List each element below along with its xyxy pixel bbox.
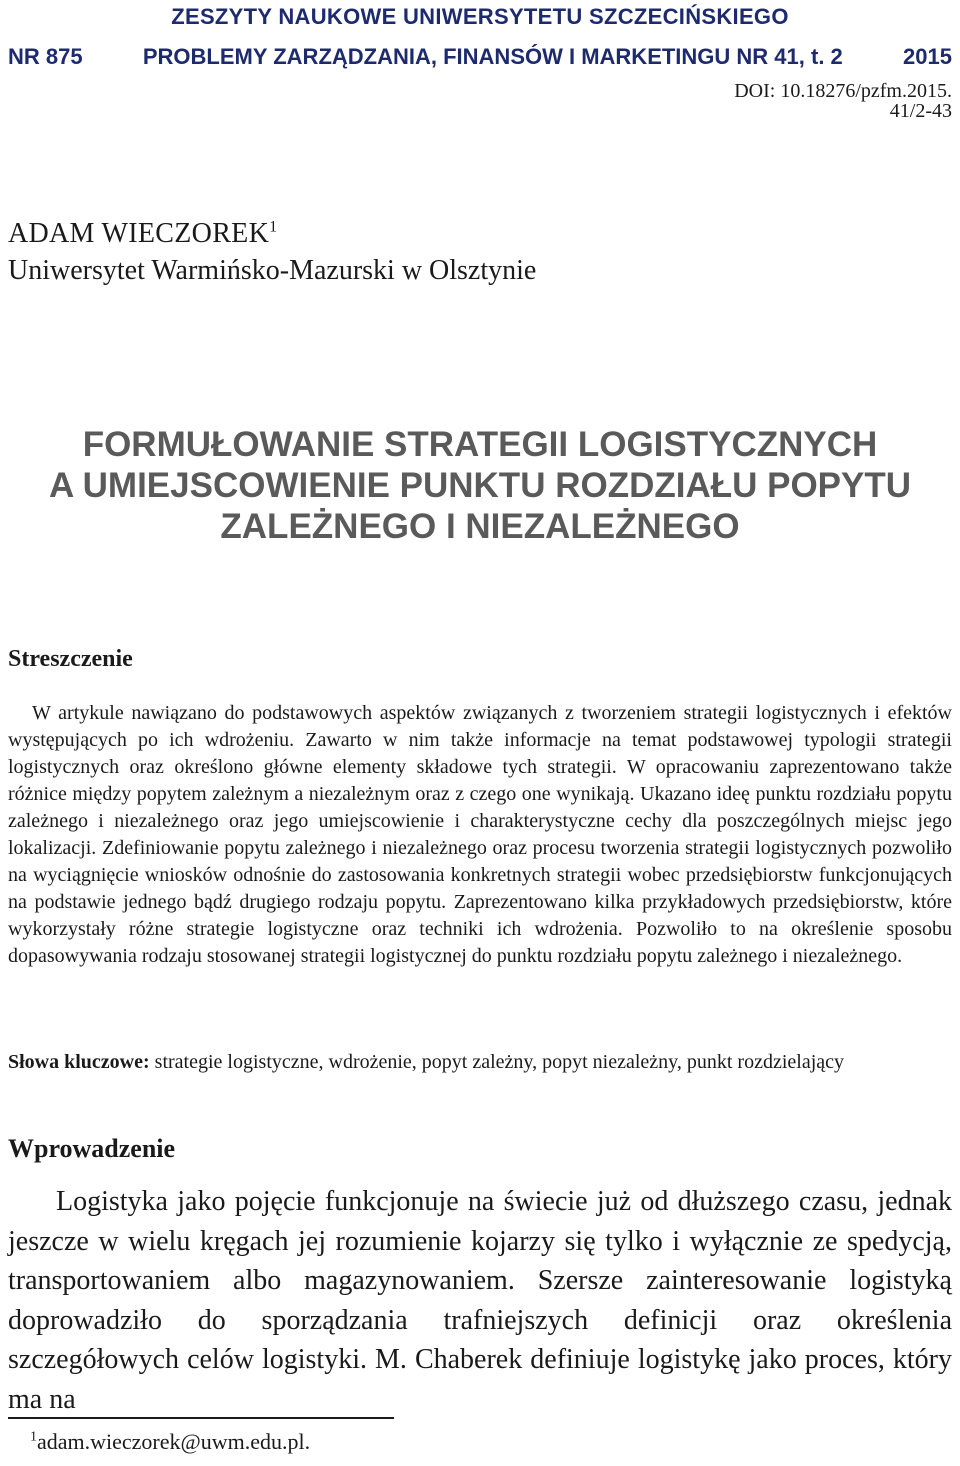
article-title: [0, 424, 960, 547]
doi-line-1: DOI: 10.18276/pzfm.2015.: [734, 80, 952, 102]
keywords-text: strategie logistyczne, wdrożenie, popyt zależny, popyt niezależny, punkt rozdzielający: [149, 1051, 845, 1073]
footnote-rule: [8, 1417, 394, 1419]
journal-name: ZESZYTY NAUKOWE UNIWERSYTETU SZCZECIŃSKIEGO: [171, 4, 789, 29]
footnote: [30, 1429, 310, 1455]
author-name: ADAM WIECZOREK: [8, 218, 270, 249]
title-line-1: FORMUŁOWANIE STRATEGII LOGISTYCZNYCH: [82, 425, 878, 464]
journal-series: PROBLEMY ZARZĄDZANIA, FINANSÓW I MARKETINGU NR 41, t. 2: [142, 44, 843, 69]
intro-body: Logistyka jako pojęcie funkcjonuje na świecie już od dłuższego czasu, jednak jeszcze w wielu kręgach jej rozumienie kojarzy się tylko i wyłącznie ze spedycją, transportowaniem albo magazynowaniem. Szersze zainteresowanie logistyką doprowadziło do sporządzania trafniejszych definicji oraz określenia szczegółowych celów logistyki. M. Chaberek definiuje logistykę jako proces, który ma na: [8, 1186, 952, 1415]
author-affiliation: Uniwersytet Warmińsko-Mazurski w Olsztynie: [8, 255, 537, 286]
doi-line-2: 41/2-43: [889, 100, 952, 122]
author-footnote-mark: 1: [269, 218, 278, 236]
title-line-2: A UMIEJSCOWIENIE PUNKTU ROZDZIAŁU POPYTU: [48, 466, 912, 505]
journal-number: NR 875: [8, 44, 83, 69]
keywords: [8, 1049, 952, 1076]
footnote-email: adam.wieczorek@uwm.edu.pl.: [37, 1429, 311, 1454]
abstract-heading: Streszczenie: [8, 646, 133, 672]
title-line-3: ZALEŻNEGO I NIEZALEŻNEGO: [220, 507, 740, 546]
footnote-mark: 1: [30, 1429, 37, 1445]
abstract-body: W artykule nawiązano do podstawowych aspektów związanych z tworzeniem strategii logistycznych i efektów występujących po ich wdrożeniu. Zawarto w nim także informacje na temat podstawowej typologii strategii logistycznych oraz określono główne elementy składowe tych strategii. W opracowaniu zaprezentowano także różnice między popytem zależnym a niezależnym oraz z czego one wynikają. Ukazano ideę punktu rozdziału popytu zależnego i niezależnego oraz jego umiejscowienie i charakterystyczne cechy dla poszczególnych miejsc jego lokalizacji. Zdefiniowanie popytu zależnego i niezależnego oraz procesu tworzenia strategii logistycznych pozwoliło na wyciągnięcie wniosków odnośnie do zastosowania konkretnych strategii wobec przedsiębiorstw funkcjonujących na podstawie jednego bądź drugiego rodzaju popytu. Zaprezentowano kilka przykładowych przedsiębiorstw, które wykorzystały różne strategie logistyczne oraz techniki ich wdrożenia. Pozwoliło to na określenie sposobu dopasowywania rodzaju stosowanej strategii logistycznej do punktu rozdziału popytu zależnego i niezależnego.: [8, 702, 952, 967]
keywords-label: Słowa kluczowe:: [8, 1051, 150, 1073]
intro-heading: Wprowadzenie: [8, 1134, 176, 1163]
journal-issue-line: [8, 44, 952, 70]
author-line: [8, 218, 277, 250]
journal-year: 2015: [903, 44, 952, 69]
